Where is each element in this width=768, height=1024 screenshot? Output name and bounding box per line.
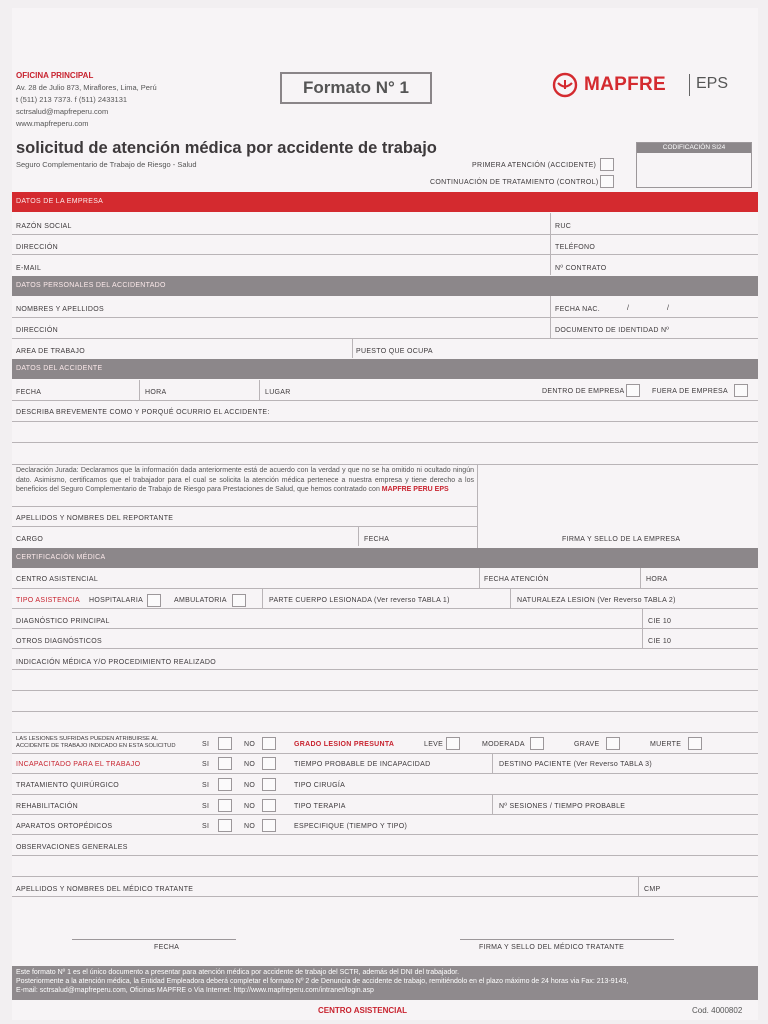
naturaleza-label: NATURALEZA LESION (Ver Reverso TABLA 2)	[517, 597, 676, 604]
firma-empresa-label: FIRMA Y SELLO DE LA EMPRESA	[562, 536, 681, 543]
footer-notice	[12, 966, 758, 1000]
footer-line-2: Posteriormente a la atención médica, la Entidad Empleadora deberá completar el formato Nº 2 de Denuncia de accidente de trabajo, remitiéndolo en el plazo máximo de 24 horas via Fax: 213-9143,	[16, 978, 629, 985]
office-info	[16, 70, 157, 130]
fecha-bottom-label: FECHA	[154, 944, 180, 951]
telefono-label: TELÉFONO	[555, 244, 596, 251]
brand-divider	[689, 74, 690, 96]
fuera-empresa-label: FUERA DE EMPRESA	[652, 388, 728, 395]
area-trabajo-label: AREA DE TRABAJO	[16, 348, 85, 355]
incapacitado-si-label: SI	[202, 761, 210, 768]
incapacitado-si-checkbox[interactable]	[218, 757, 232, 770]
apellidos-reportante-label: APELLIDOS Y NOMBRES DEL REPORTANTE	[16, 515, 174, 522]
office-title: OFICINA PRINCIPAL	[16, 71, 94, 80]
fecha-accidente-label: FECHA	[16, 389, 42, 396]
declaracion-body: Declaramos que la información dada anteriormente está de acuerdo con la verdad y que no se ha omitido ni ocultado ningún dato. Asimismo, certificamos que el trabajador para el cual se solicita la atención médica pertenece a nuestra empresa y tiene derecho a los beneficios del Seguro Complementario de Trabajo de Riesgo para Prestaciones de Salud, que hemos contratado con	[16, 467, 474, 493]
ortopedicos-no-label: NO	[244, 823, 256, 830]
brand-suffix: EPS	[696, 75, 729, 92]
ortopedicos-no-checkbox[interactable]	[262, 819, 276, 832]
direccion-empresa-label: DIRECCIÓN	[16, 244, 58, 251]
form-code: Cod. 4000802	[692, 1006, 743, 1015]
fecha-atencion-label: FECHA ATENCIÓN	[484, 576, 549, 583]
incapacitado-no-label: NO	[244, 761, 256, 768]
office-phone: t (511) 213 7373. f (511) 2433131	[16, 95, 128, 104]
quirurgico-label: TRATAMIENTO QUIRÚRGICO	[16, 782, 120, 789]
lugar-label: LUGAR	[265, 389, 291, 396]
direccion-personal-label: DIRECCIÓN	[16, 327, 58, 334]
centro-asistencial-label: CENTRO ASISTENCIAL	[16, 576, 99, 583]
ortopedicos-si-label: SI	[202, 823, 210, 830]
ambulatoria-label: AMBULATORIA	[174, 597, 227, 604]
declaracion-text	[16, 466, 474, 495]
otros-diagnosticos-label: OTROS DIAGNÓSTICOS	[16, 638, 102, 645]
especifique-label: ESPECIFIQUE (TIEMPO Y TIPO)	[294, 823, 408, 830]
grave-checkbox[interactable]	[606, 737, 620, 750]
section-empresa-header: DATOS DE LA EMPRESA	[12, 192, 758, 212]
fecha-nac-slash-1: /	[627, 305, 630, 312]
documento-label: DOCUMENTO DE IDENTIDAD Nº	[555, 327, 670, 334]
nombres-label: NOMBRES Y APELLIDOS	[16, 306, 104, 313]
rehabilitacion-no-label: NO	[244, 803, 256, 810]
cie10-2-label: CIE 10	[648, 638, 672, 645]
footer-line-3: E-mail: sctrsalud@mapfreperu.com, Oficinas MAPFRE o Via Internet: http://www.mapfreperu.com/intranet/login.asp	[16, 987, 374, 994]
footer-line-1: Este formato Nº 1 es el único documento a presentar para atención médica por accidente de trabajo del SCTR, además del DNI del trabajador.	[16, 969, 460, 976]
declaracion-lead: Declaración Jurada:	[16, 467, 79, 474]
fecha-nac-label: FECHA NAC.	[555, 306, 601, 313]
fuera-empresa-checkbox[interactable]	[734, 384, 748, 397]
hospitalaria-label: HOSPITALARIA	[89, 597, 144, 604]
leve-checkbox[interactable]	[446, 737, 460, 750]
form-page	[12, 8, 758, 1020]
contrato-label: Nº CONTRATO	[555, 265, 607, 272]
tipo-asistencia-label: TIPO ASISTENCIA	[16, 597, 81, 604]
moderada-label: MODERADA	[482, 741, 525, 748]
incapacitado-no-checkbox[interactable]	[262, 757, 276, 770]
rehabilitacion-label: REHABILITACIÓN	[16, 803, 79, 810]
diagnostico-label: DIAGNÓSTICO PRINCIPAL	[16, 618, 110, 625]
ruc-label: RUC	[555, 223, 572, 230]
ortopedicos-si-checkbox[interactable]	[218, 819, 232, 832]
observaciones-label: OBSERVACIONES GENERALES	[16, 844, 128, 851]
destino-paciente-label: DESTINO PACIENTE (Ver Reverso TABLA 3)	[499, 761, 652, 768]
hospitalaria-checkbox[interactable]	[147, 594, 161, 607]
atribuir-si-label: SI	[202, 741, 210, 748]
indicacion-label: INDICACIÓN MÉDICA Y/O PROCEDIMIENTO REALIZADO	[16, 659, 216, 666]
moderada-checkbox[interactable]	[530, 737, 544, 750]
office-web: www.mapfreperu.com	[16, 119, 89, 128]
quirurgico-si-checkbox[interactable]	[218, 778, 232, 791]
brand-logo	[552, 70, 752, 100]
puesto-label: PUESTO QUE OCUPA	[356, 348, 433, 355]
atribuir-label: LAS LESIONES SUFRIDAS PUEDEN ATRIBUIRSE AL ACCIDENTE DE TRABAJO INDICADO EN ESTA SOLICITUD	[16, 736, 176, 749]
primera-atencion-checkbox[interactable]	[600, 158, 614, 171]
cargo-label: CARGO	[16, 536, 44, 543]
rehabilitacion-si-checkbox[interactable]	[218, 799, 232, 812]
continuacion-checkbox[interactable]	[600, 175, 614, 188]
section-personales-header: DATOS PERSONALES DEL ACCIDENTADO	[12, 276, 758, 296]
atribuir-no-checkbox[interactable]	[262, 737, 276, 750]
grave-label: GRAVE	[574, 741, 600, 748]
leve-label: LEVE	[424, 741, 444, 748]
dentro-empresa-label: DENTRO DE EMPRESA	[542, 388, 625, 395]
ortopedicos-label: APARATOS ORTOPÉDICOS	[16, 823, 113, 830]
tipo-terapia-label: TIPO TERAPIA	[294, 803, 346, 810]
ambulatoria-checkbox[interactable]	[232, 594, 246, 607]
form-title: solicitud de atención médica por accidente de trabajo	[16, 139, 437, 157]
copy-label: CENTRO ASISTENCIAL	[318, 1006, 408, 1015]
hora-atencion-label: HORA	[646, 576, 668, 583]
primera-atencion-label: PRIMERA ATENCIÓN (ACCIDENTE)	[472, 162, 597, 169]
tiempo-incapacidad-label: TIEMPO PROBABLE DE INCAPACIDAD	[294, 761, 431, 768]
fecha-nac-slash-2: /	[667, 305, 670, 312]
office-address: Av. 28 de Julio 873, Miraflores, Lima, Perú	[16, 83, 157, 92]
codificacion-box[interactable]	[636, 142, 752, 188]
dentro-empresa-checkbox[interactable]	[626, 384, 640, 397]
atribuir-no-label: NO	[244, 741, 256, 748]
firma-medico-label: FIRMA Y SELLO DEL MÉDICO TRATANTE	[479, 944, 625, 951]
email-empresa-label: E-MAIL	[16, 265, 42, 272]
quirurgico-no-label: NO	[244, 782, 256, 789]
declaracion-company: MAPFRE PERU EPS	[381, 486, 449, 493]
quirurgico-si-label: SI	[202, 782, 210, 789]
office-email: sctrsalud@mapfreperu.com	[16, 107, 109, 116]
cie10-1-label: CIE 10	[648, 618, 672, 625]
section-certificacion-header: CERTIFICACIÓN MÉDICA	[12, 548, 758, 568]
cmp-label: CMP	[644, 886, 661, 893]
continuacion-label: CONTINUACIÓN DE TRATAMIENTO (CONTROL)	[430, 179, 599, 186]
grado-lesion-label: GRADO LESION PRESUNTA	[294, 741, 395, 748]
section-accidente-header: DATOS DEL ACCIDENTE	[12, 359, 758, 379]
medico-label: APELLIDOS Y NOMBRES DEL MÉDICO TRATANTE	[16, 886, 194, 893]
parte-cuerpo-label: PARTE CUERPO LESIONADA (Ver reverso TABLA 1)	[269, 597, 450, 604]
hora-accidente-label: HORA	[145, 389, 167, 396]
incapacitado-label: INCAPACITADO PARA EL TRABAJO	[16, 761, 141, 768]
sesiones-label: Nº SESIONES / TIEMPO PROBABLE	[499, 803, 626, 810]
codificacion-label: CODIFICACIÓN SI24	[637, 143, 751, 153]
atribuir-si-checkbox[interactable]	[218, 737, 232, 750]
rehabilitacion-si-label: SI	[202, 803, 210, 810]
format-title: Formato N° 1	[303, 78, 409, 97]
describa-label: DESCRIBA BREVEMENTE COMO Y PORQUÉ OCURRIO EL ACCIDENTE:	[16, 409, 270, 416]
fecha-reporte-label: FECHA	[364, 536, 390, 543]
muerte-label: MUERTE	[650, 741, 682, 748]
format-box	[280, 72, 432, 104]
brand-name: MAPFRE	[584, 74, 667, 95]
mapfre-emblem-icon	[552, 72, 578, 98]
tipo-cirugia-label: TIPO CIRUGÍA	[294, 782, 346, 789]
form-subtitle: Seguro Complementario de Trabajo de Riesgo - Salud	[16, 160, 197, 169]
quirurgico-no-checkbox[interactable]	[262, 778, 276, 791]
rehabilitacion-no-checkbox[interactable]	[262, 799, 276, 812]
razon-social-label: RAZÓN SOCIAL	[16, 223, 72, 230]
muerte-checkbox[interactable]	[688, 737, 702, 750]
